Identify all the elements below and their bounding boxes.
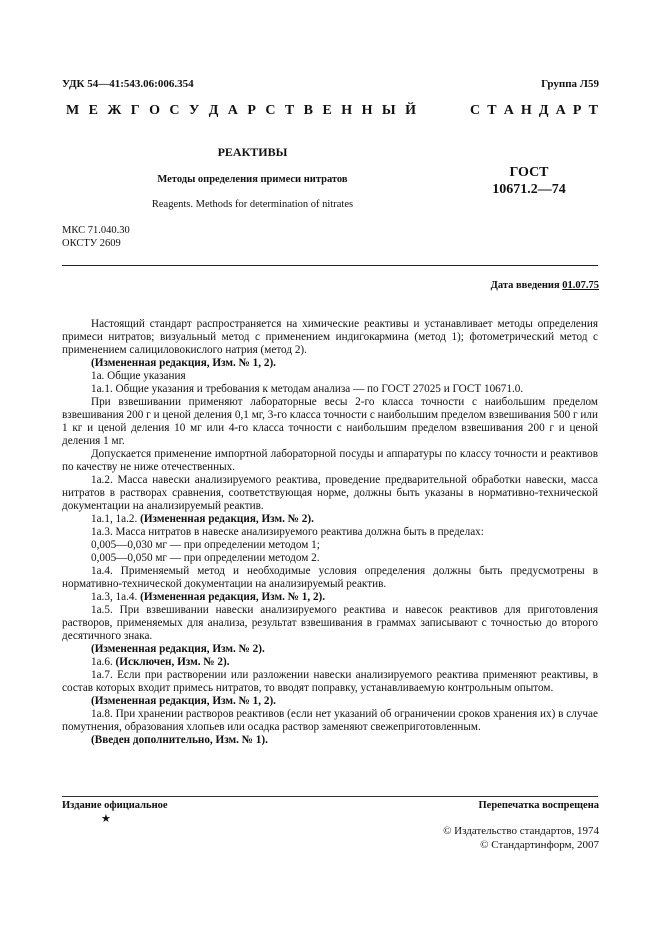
header-letter: Й (405, 103, 416, 118)
header-letter: Д (208, 103, 219, 118)
header-letter: О (149, 103, 160, 118)
paragraph: Допускается применение импортной лабораторной посуды и аппаратуры по классу точности и реактивов по качеству не ниже отечественных. (62, 448, 598, 473)
list-item: 0,005—0,030 мг — при определении методом 1; (91, 539, 320, 551)
header-letter: Т (588, 103, 598, 118)
official-edition: Издание официальное (62, 800, 168, 811)
paragraph: Настоящий стандарт распространяется на химические реактивы и устанавливает методы определения примеси нитратов; визуальный метод с применением индигокармина (метод 1); фотометрический метод с применением салициловокислого натрия (метод 2). (62, 318, 598, 356)
header-letter: Н (341, 103, 353, 118)
paragraph: 1а.4. Применяемый метод и необходимые условия определения должны быть предусмотрены в нормативно-технической документации на анализируемый реактив. (62, 565, 598, 590)
header-letter: Т (487, 103, 497, 118)
paragraph (62, 656, 598, 669)
header-letter: А (227, 103, 238, 118)
star-icon: ★ (101, 813, 111, 825)
header-letter: А (555, 103, 566, 118)
section-heading: 1а. Общие указания (91, 370, 186, 382)
standard-type-word (66, 103, 416, 119)
paragraph: 1а.8. При хранении растворов реактивов (если нет указаний об ограничении сроков хранения их) в случае помутнения, образования хлопьев или осадка раствор заменяют свежеприготовленным. (62, 708, 598, 733)
copyright-line: © Стандартинформ, 2007 (480, 839, 599, 851)
udk-code: УДК 54—41:543.06:006.354 (62, 78, 194, 90)
footer-divider (62, 796, 598, 797)
amendment-note: (Исключен, Изм. № 2). (115, 656, 230, 668)
gost-designation (474, 164, 584, 198)
amendment-note: (Измененная редакция, Изм. № 1, 2). (140, 591, 326, 603)
copyright (443, 824, 599, 852)
paragraph: 1а.1. Общие указания и требования к методам анализа — по ГОСТ 27025 и ГОСТ 10671.0. (91, 383, 524, 395)
paragraph: 1а.3. Масса нитратов в навеске анализируемого реактива должна быть в пределах: (91, 526, 484, 538)
standard-word (470, 103, 598, 119)
header-letter: С (169, 103, 180, 118)
amendment-note: (Измененная редакция, Изм. № 2). (140, 513, 314, 525)
group-code: Группа Л59 (541, 78, 599, 90)
header-letter: М (66, 103, 80, 118)
mks-code: МКС 71.040.30 (62, 225, 130, 236)
clause-ref: 1а.6. (91, 656, 116, 668)
header-letter: Е (88, 103, 98, 118)
okstu-code: ОКСТУ 2609 (62, 238, 121, 249)
reprint-notice: Перепечатка воспрещена (478, 800, 599, 811)
amendment-note: (Измененная редакция, Изм. № 1, 2). (91, 695, 276, 707)
paragraph: 1а.5. При взвешивании навески анализируемого реактива и навесок реактивов для приготовления растворов, применяемых для анализа, результат взвешивания в граммах записывают с точностью до второго десятичного знака. (62, 604, 598, 642)
amendment-note: (Введен дополнительно, Изм. № 1). (91, 734, 268, 746)
standard-header (66, 103, 598, 119)
paragraph (62, 513, 598, 526)
amendment-note: (Измененная редакция, Изм. № 1, 2). (91, 357, 276, 369)
copyright-line: © Издательство стандартов, 1974 (443, 825, 599, 837)
header-letter: В (303, 103, 314, 118)
document-title: РЕАКТИВЫ (217, 145, 288, 159)
header-letter: Г (130, 103, 140, 118)
header-letter: Д (538, 103, 549, 118)
header-letter: А (503, 103, 514, 118)
header-letter: Н (361, 103, 373, 118)
header-letter: Е (322, 103, 332, 118)
header-letter: С (470, 103, 481, 118)
gost-label: ГОСТ (509, 165, 549, 180)
header-letter: Т (284, 103, 295, 118)
document-subtitle: Методы определения примеси нитратов (157, 174, 348, 185)
header-divider (62, 265, 598, 266)
english-title: Reagents. Methods for determination of nitrates (151, 199, 354, 210)
paragraph: 1а.2. Масса навески анализируемого реактива, проведение предварительной обработки навески, масса нитратов в растворах сравнения, соответствующая норме, должны быть указаны в нормативно-технической документации на анализируемый реактив. (62, 474, 598, 512)
intro-date-value: 01.07.75 (562, 280, 599, 291)
paragraph: При взвешивании применяют лабораторные весы 2-го класса точности с наибольшим пределом взвешивания 200 г и ценой деления 0,1 мг, 3-го класса точности с наибольшим пределом взвешивания 500 г или 1 кг и ценой деления 10 мг или 4-го класса точности с наибольшим пределом взвешивания 200 г и ценой деления 1 мг. (62, 396, 598, 447)
header-letter: С (265, 103, 276, 118)
intro-date-label: Дата введения (490, 280, 563, 291)
header-letter: Н (520, 103, 532, 118)
intro-date (491, 280, 599, 291)
header-letter: У (188, 103, 200, 118)
header-letter: Р (247, 103, 256, 118)
document-body (62, 318, 598, 747)
clause-ref: 1а.1, 1а.2. (91, 513, 141, 525)
list-item: 0,005—0,050 мг — при определении методом 2. (91, 552, 320, 564)
clause-ref: 1а.3, 1а.4. (91, 591, 141, 603)
paragraph (62, 591, 598, 604)
paragraph: 1а.7. Если при растворении или разложении навески анализируемого реактива применяют реактивы, в состав которых входит примесь нитратов, то вводят поправку, устанавливаемую контрольным опытом. (62, 669, 598, 694)
classification-codes (62, 224, 130, 250)
header-letter: Ы (381, 103, 396, 118)
amendment-note: (Измененная редакция, Изм. № 2). (91, 643, 265, 655)
header-letter: Ж (107, 103, 122, 118)
header-letter: Р (572, 103, 582, 118)
gost-number: 10671.2—74 (492, 182, 566, 197)
